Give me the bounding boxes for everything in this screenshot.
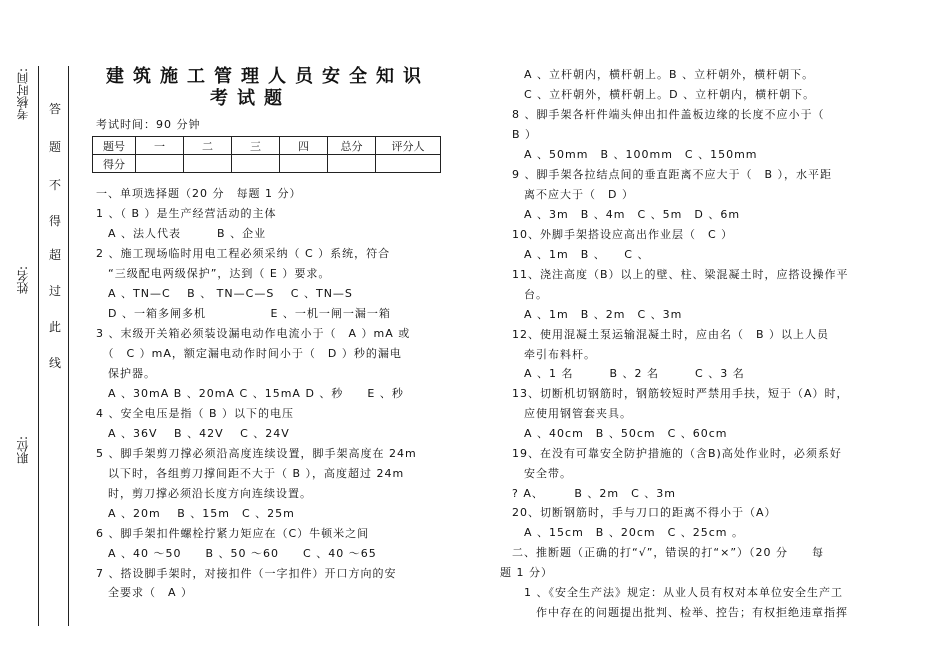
score-input-cell[interactable] (328, 155, 376, 173)
question-line: 10、外脚手架搭设应高出作业层（ C ） (512, 228, 734, 241)
question-line: 5 、脚手架剪刀撑必须沿高度连续设置，脚手架高度在 24m (96, 447, 417, 460)
seal-char: 得 (48, 214, 61, 228)
table-cell: 总分 (328, 137, 376, 155)
question-line: 7 、搭设脚手架时，对接扣件（一字扣件）开口方向的安 (96, 567, 397, 580)
score-input-cell[interactable] (184, 155, 232, 173)
question-line: 11、浇注高度（B）以上的壁、柱、梁混凝土时，应搭设操作平 (512, 268, 849, 281)
question-line: 1 、（ B ）是生产经营活动的主体 (96, 207, 277, 220)
question-line: 以下时，各组剪刀撑间距不大于（ B ），高度超过 24m (96, 467, 405, 480)
question-line: A 、50mm B 、100mm C 、150mm (512, 148, 758, 161)
exam-time-label: 考核时间: (16, 68, 30, 121)
score-table-score-row (93, 155, 441, 173)
binding-line-inner (68, 66, 69, 626)
seal-char: 不 (48, 178, 61, 192)
question-line: 保护器。 (96, 367, 156, 380)
question-line: 台。 (512, 288, 548, 301)
score-input-cell[interactable] (280, 155, 328, 173)
seal-char: 题 (48, 140, 61, 154)
question-line: A 、15cm B 、20cm C 、25cm 。 (512, 526, 745, 539)
seal-char: 答 (48, 102, 61, 116)
question-line: 9 、脚手架各拉结点间的垂直距离不应大于（ B ），水平距 (512, 168, 833, 181)
question-line: 4 、安全电压是指（ B ）以下的电压 (96, 407, 295, 420)
question-line: A 、法人代表 B 、企业 (96, 227, 267, 240)
name-label: 姓名: (16, 266, 30, 295)
question-line: A 、1 名 B 、2 名 C 、3 名 (512, 367, 745, 380)
question-line: 3 、末级开关箱必须装设漏电动作电流小于（ A ）mA 或 (96, 327, 411, 340)
question-line: A 、36V B 、42V C 、24V (96, 427, 290, 440)
table-cell: 得分 (93, 155, 136, 173)
table-cell: 一 (136, 137, 184, 155)
question-line: D 、一箱多闸多机 E 、一机一闸一漏一箱 (96, 307, 391, 320)
question-line: （ C ）mA，额定漏电动作时间小于（ D ）秒的漏电 (96, 347, 402, 360)
question-line: A 、40cm B 、50cm C 、60cm (512, 427, 728, 440)
question-line: 8 、脚手架各杆件端头伸出扣件盖板边缘的长度不应小于（ (512, 108, 825, 121)
question-line: A 、20m B 、15m C 、25m (96, 507, 295, 520)
question-line: A 、TN—C B 、 TN—C—S C 、TN—S (96, 287, 353, 300)
question-line: B ） (512, 128, 538, 141)
question-line: 时，剪刀撑必须沿长度方向连续设置。 (96, 487, 312, 500)
score-input-cell[interactable] (232, 155, 280, 173)
score-table (92, 136, 441, 173)
exam-duration: 考试时间：90 分钟 (96, 118, 201, 131)
seal-char: 超 (48, 248, 61, 262)
section-heading: 二、推断题（正确的打“√”，错误的打“×”）（20 分 每 (512, 546, 825, 559)
seal-char: 此 (48, 320, 61, 334)
question-line: 安全带。 (512, 467, 572, 480)
question-line: 19、在没有可靠安全防护措施的（含B)高处作业时，必须系好 (512, 447, 842, 460)
question-line: 20、切断钢筋时，手与刀口的距离不得小于（A） (512, 506, 777, 519)
question-line: 6 、脚手架扣件螺栓拧紧力矩应在（C）牛顿米之间 (96, 527, 370, 540)
seal-char: 过 (48, 284, 61, 298)
question-line: A 、1m B 、 C 、 (512, 248, 650, 261)
question-line: A 、30mA B 、20mA C 、15mA D 、秒 E 、秒 (96, 387, 404, 400)
section-heading: 一、单项选择题（20 分 每题 1 分） (96, 187, 302, 200)
question-line: 12、使用混凝土泵运输混凝土时，应由名（ B ）以上人员 (512, 328, 830, 341)
binding-line-outer (38, 66, 39, 626)
question-line: 全要求（ A ） (96, 586, 194, 599)
position-label: 职位: (16, 436, 30, 465)
score-input-cell[interactable] (376, 155, 441, 173)
question-line: A 、40 ～50 B 、50 ～60 C 、40 ～65 (96, 547, 377, 560)
table-cell: 评分人 (376, 137, 441, 155)
question-line: 牵引布料杆。 (512, 348, 596, 361)
table-cell: 三 (232, 137, 280, 155)
table-cell: 四 (280, 137, 328, 155)
seal-char: 线 (48, 356, 61, 370)
question-line: A 、立杆朝内，横杆朝上。B 、立杆朝外，横杆朝下。 (512, 68, 815, 81)
question-line: “三级配电两级保护”，达到（ E ）要求。 (96, 267, 331, 280)
question-line: 离不应大于（ D ） (512, 188, 634, 201)
table-cell: 二 (184, 137, 232, 155)
question-line: A 、1m B 、2m C 、3m (512, 308, 683, 321)
score-input-cell[interactable] (136, 155, 184, 173)
question-line: 作中存在的问题提出批判、检举、控告；有权拒绝违章指挥 (512, 606, 848, 619)
page-title: 建筑施工管理人员安全知识 (106, 66, 430, 87)
question-line: 1 、《安全生产法》规定：从业人员有权对本单位安全生产工 (512, 586, 843, 599)
table-cell: 题号 (93, 137, 136, 155)
section-heading: 题 1 分） (500, 566, 553, 579)
score-table-header-row (93, 137, 441, 155)
question-line: 2 、施工现场临时用电工程必须采纳（ C ）系统，符合 (96, 247, 391, 260)
question-line: 应使用钢管套夹具。 (512, 407, 632, 420)
question-line: 13、切断机切钢筋时，钢筋较短时严禁用手扶，短于（A）时， (512, 387, 849, 400)
question-line: ? A、 B 、2m C 、3m (512, 487, 677, 500)
question-line: C 、立杆朝外，横杆朝上。D 、立杆朝内，横杆朝下。 (512, 88, 816, 101)
page-subtitle: 考试题 (210, 88, 291, 109)
question-line: A 、3m B 、4m C 、5m D 、6m (512, 208, 741, 221)
